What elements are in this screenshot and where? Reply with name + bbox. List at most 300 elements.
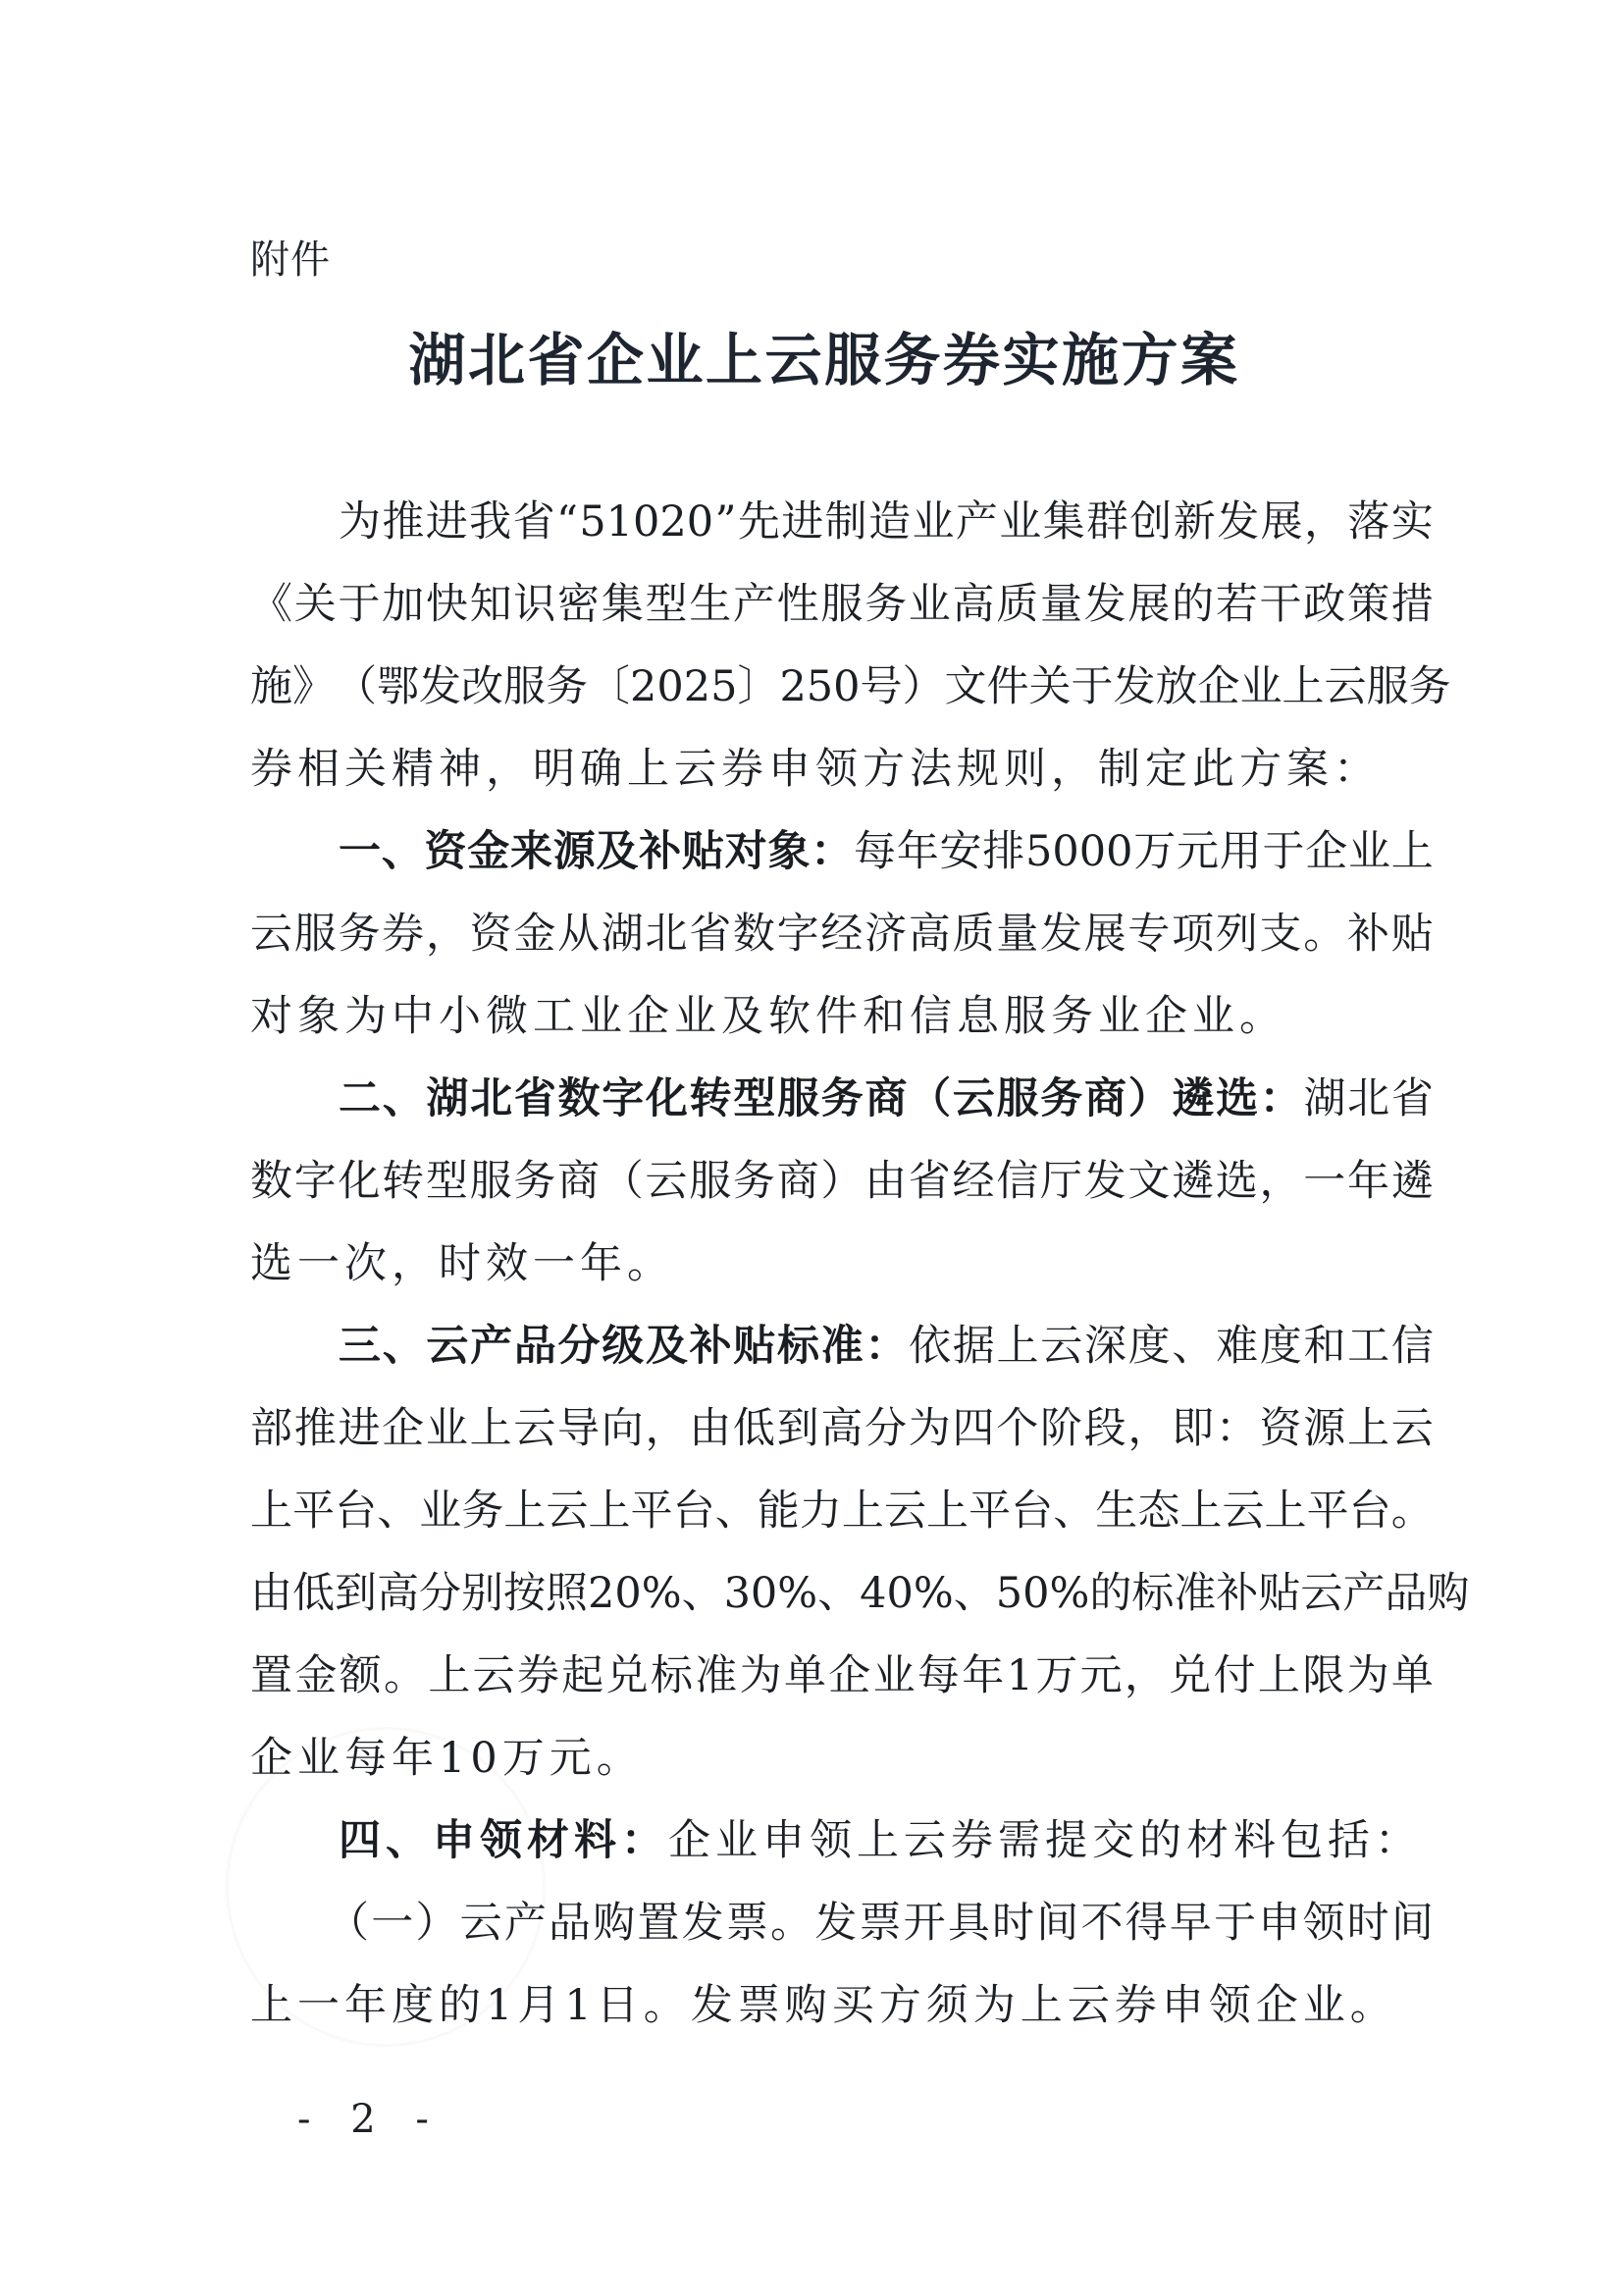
text-char: 业 [1302, 1981, 1350, 2030]
text-char: 方 [863, 745, 910, 794]
text-char: 云 [1390, 1404, 1434, 1453]
text-char: ： [1215, 1404, 1258, 1453]
text-char: 息 [957, 992, 1004, 1041]
text-char: ： [1334, 745, 1381, 794]
text-char: 云 [250, 910, 292, 959]
text-char: 服 [503, 662, 546, 711]
text-char: 上 [1179, 1487, 1223, 1536]
text-char: 云 [1222, 1487, 1265, 1536]
text-char: 于 [338, 580, 381, 629]
text-char: 的 [1172, 580, 1215, 629]
text-char: 干 [1259, 580, 1302, 629]
text-char: 云 [1324, 662, 1367, 711]
text-char: 金 [513, 910, 556, 959]
text-char: 效 [486, 1239, 533, 1288]
text-char: 上 [588, 1487, 631, 1536]
text-char: 标 [1131, 1569, 1175, 1618]
heading-char: 、 [382, 1322, 425, 1371]
text-char: 性 [776, 580, 819, 629]
text-char: 度 [1127, 1322, 1171, 1371]
text-char: 推 [293, 1404, 337, 1453]
text-char: 段 [1083, 1404, 1126, 1453]
text-char: （ [335, 662, 377, 711]
text-char: 云 [513, 1404, 556, 1453]
text-char: 券 [721, 745, 768, 794]
text-char: 上 [1020, 1981, 1068, 2030]
text-char: 态 [1137, 1487, 1180, 1536]
text-line [250, 975, 1434, 1058]
text-line [250, 646, 1451, 728]
heading-char: 及 [596, 827, 639, 876]
text-char: 选 [1215, 1157, 1258, 1206]
text-char: 度 [1259, 1322, 1302, 1371]
text-char: 型 [425, 1157, 468, 1206]
heading-char: 贴 [682, 827, 724, 876]
text-char: 企 [668, 1816, 715, 1865]
text-char: 30% [723, 1569, 818, 1618]
text-char: 年 [1346, 1157, 1389, 1206]
heading-char: 补 [689, 1322, 732, 1371]
text-char: 1 [486, 1981, 518, 2030]
text-char: 及 [721, 992, 768, 1041]
text-char: 策 [1346, 580, 1389, 629]
heading-char: 四 [339, 1816, 386, 1865]
heading-char: 申 [433, 1816, 480, 1865]
text-char: 号 [860, 662, 903, 711]
text-char: 由 [250, 1569, 292, 1618]
text-char: 放 [1155, 662, 1198, 711]
text-char: 信 [996, 1157, 1039, 1206]
text-char: 。 [1239, 992, 1286, 1041]
text-char: 神 [439, 745, 486, 794]
text-char: 由 [689, 1404, 732, 1453]
text-char: 定 [1145, 745, 1192, 794]
heading-char: 三 [339, 1322, 381, 1371]
text-char: 单 [1390, 1651, 1434, 1700]
text-char: ， [1303, 497, 1346, 547]
text-char: 造 [868, 497, 912, 547]
text-char: ： [1375, 1816, 1422, 1865]
heading-char: 料 [574, 1816, 621, 1865]
text-line [250, 481, 1434, 563]
heading-char: ： [864, 1322, 908, 1371]
text-char: 购 [784, 1981, 832, 2030]
text-char: 文 [944, 662, 987, 711]
text-char: 元 [1079, 1651, 1123, 1700]
text-char: 券 [1114, 1981, 1162, 2030]
text-char: （ [327, 1899, 369, 1948]
text-char: 申 [762, 1816, 810, 1865]
text-char: 时 [439, 1239, 486, 1288]
text-char: 台 [1348, 1487, 1391, 1536]
text-char: ， [486, 745, 533, 794]
text-char: 起 [561, 1651, 604, 1700]
text-char: 资 [469, 910, 512, 959]
text-char: 业 [1239, 662, 1283, 711]
text-char: 平 [1306, 1487, 1349, 1536]
text-char: 方 [1239, 745, 1286, 794]
text-char: 业 [1347, 827, 1390, 876]
heading-char: 资 [424, 827, 467, 876]
text-char: 日 [596, 1981, 644, 2030]
text-char: 云 [1300, 1569, 1343, 1618]
text-char: 数 [732, 910, 775, 959]
text-char: 置 [250, 1651, 292, 1700]
text-char: 为 [972, 1981, 1021, 2030]
text-char: 向 [601, 1404, 644, 1453]
text-char: 服 [1004, 992, 1051, 1041]
text-char: 度 [392, 1981, 439, 2030]
text-char: 2025 [630, 662, 738, 711]
text-char: 展 [1260, 497, 1303, 547]
text-char: 、 [817, 1569, 861, 1618]
text-char: 贴 [1390, 910, 1434, 959]
text-char: 1 [564, 1981, 597, 2030]
text-char: 兑 [605, 1651, 649, 1700]
text-char: 领 [1302, 1899, 1345, 1948]
text-char: 群 [1086, 497, 1129, 547]
text-char: 平 [969, 1487, 1012, 1536]
text-char: 万 [1133, 827, 1177, 876]
text-char: 品 [1385, 1569, 1428, 1618]
text-char: 50% [995, 1569, 1090, 1618]
text-char: 业 [908, 580, 951, 629]
text-char: 。 [770, 1899, 813, 1948]
text-char: 产 [732, 580, 775, 629]
text-char: 料 [1233, 1816, 1281, 1865]
text-char: 上 [250, 1981, 297, 2030]
text-char: 源 [1303, 1404, 1346, 1453]
text-char: 此 [1192, 745, 1239, 794]
text-char: 信 [1390, 1322, 1434, 1371]
text-char: 、 [953, 1569, 996, 1618]
text-char: 元 [1176, 827, 1219, 876]
text-char: 分 [864, 1404, 908, 1453]
text-char: 落 [1347, 497, 1390, 547]
text-char: 次 [344, 1239, 392, 1288]
heading-char: 产 [470, 1322, 513, 1371]
text-char: ， [1127, 1404, 1171, 1453]
text-char: 〔 [588, 662, 630, 711]
text-char: 高 [908, 910, 951, 959]
text-char: 进 [781, 497, 824, 547]
text-char: 务 [1408, 662, 1451, 711]
text-char: 51020 [579, 497, 714, 547]
text-char: 云 [1067, 1981, 1115, 2030]
text-char: 支 [1259, 910, 1302, 959]
text-char: 法 [910, 745, 957, 794]
text-char: 项 [1172, 910, 1215, 959]
text-char: 我 [469, 497, 512, 547]
text-char: 上 [1257, 1651, 1300, 1700]
text-char: 每 [344, 1734, 392, 1783]
text-char: 部 [250, 1404, 292, 1453]
text-char: 额 [339, 1651, 382, 1700]
text-char: 资 [1259, 1404, 1302, 1453]
text-char: 券 [382, 910, 425, 959]
text-char: ， [1259, 1157, 1302, 1206]
text-char: 选 [250, 1239, 297, 1288]
text-char: 务 [338, 910, 381, 959]
text-char: 补 [1346, 910, 1389, 959]
text-char: 案 [1286, 745, 1334, 794]
text-char: 服 [1366, 662, 1409, 711]
page-number: - 2 - [297, 2097, 443, 2142]
heading-char: 材 [527, 1816, 574, 1865]
text-char: 金 [294, 1651, 338, 1700]
text-char: 小 [439, 992, 486, 1041]
text-char: 〕 [737, 662, 780, 711]
text-char: 企 [1145, 992, 1192, 1041]
text-char: 的 [439, 1981, 486, 2030]
heading-char: 省 [513, 1074, 556, 1123]
text-char: 、 [1172, 1322, 1215, 1371]
text-char: 置 [637, 1899, 680, 1948]
text-char: 准 [1174, 1569, 1217, 1618]
text-char: 质 [952, 910, 995, 959]
text-char: 票 [725, 1899, 768, 1948]
text-char: 集 [1042, 497, 1085, 547]
text-char: 购 [593, 1899, 636, 1948]
text-line [250, 1552, 1470, 1635]
text-char: 贴 [1258, 1569, 1301, 1618]
heading-char: 贴 [733, 1322, 776, 1371]
text-char: 服 [469, 1157, 512, 1206]
text-char: 一 [1303, 1157, 1346, 1206]
text-char: 品 [549, 1899, 592, 1948]
heading-char: 化 [645, 1074, 688, 1123]
text-char: 业 [999, 497, 1042, 547]
text-char: ， [1124, 1651, 1167, 1700]
text-char: 上 [627, 745, 674, 794]
text-char: ， [645, 1404, 688, 1453]
text-char: 每 [854, 827, 896, 876]
text-char: 信 [910, 992, 957, 1041]
text-char: 的 [1139, 1816, 1186, 1865]
text-char: 产 [955, 497, 998, 547]
text-char: 于 [1214, 1899, 1257, 1948]
text-line [250, 1223, 1434, 1305]
text-char: 业 [419, 1487, 462, 1536]
text-char: 关 [1028, 662, 1072, 711]
heading-char: （ [909, 1074, 952, 1123]
text-char: 券 [250, 745, 297, 794]
text-char: 集 [601, 580, 644, 629]
text-char: 包 [1281, 1816, 1328, 1865]
text-char: 精 [392, 745, 439, 794]
text-char: 实 [1390, 497, 1434, 547]
text-char: 上 [996, 1322, 1039, 1371]
text-char: 鄂 [377, 662, 419, 711]
text-char: 高 [952, 580, 995, 629]
text-char: 标 [650, 1651, 693, 1700]
text-char: 上 [469, 1404, 512, 1453]
text-char: 务 [864, 580, 908, 629]
heading-char: 转 [689, 1074, 732, 1123]
text-char: 湖 [601, 910, 644, 959]
text-char: 业 [912, 497, 955, 547]
text-char: 厅 [1039, 1157, 1082, 1206]
text-char: ） [902, 662, 945, 711]
text-char: 省 [689, 910, 732, 959]
text-char: 年 [896, 827, 939, 876]
text-char: 省 [512, 497, 555, 547]
text-char: 企 [627, 992, 674, 1041]
text-char: 和 [1303, 1322, 1346, 1371]
text-char: 工 [533, 992, 580, 1041]
text-char: 上 [841, 1487, 884, 1536]
text-char: 。 [627, 1239, 674, 1288]
text-char: ） [820, 1157, 864, 1206]
text-char: 个 [996, 1404, 1039, 1453]
text-line [250, 1717, 1434, 1800]
text-char: 推 [382, 497, 425, 547]
text-char: 软 [768, 992, 815, 1041]
text-char: 济 [864, 910, 908, 959]
text-char: 台 [335, 1487, 378, 1536]
text-char: 务 [1051, 992, 1098, 1041]
text-char: 一 [297, 1981, 344, 2030]
text-char: 经 [820, 910, 864, 959]
heading-char: 领 [480, 1816, 527, 1865]
text-line [250, 1058, 1434, 1140]
text-char: 文 [1127, 1157, 1171, 1206]
text-char: 相 [297, 745, 344, 794]
text-char: 发 [1113, 662, 1156, 711]
heading-char: 级 [602, 1322, 645, 1371]
text-char: 业 [580, 992, 627, 1041]
text-char: 。 [1303, 910, 1346, 959]
text-line [250, 893, 1434, 975]
text-char: 遴 [1390, 1157, 1434, 1206]
text-char: 早 [1169, 1899, 1212, 1948]
text-char: 间 [1036, 1899, 1079, 1948]
text-char: ， [425, 910, 468, 959]
text-char: 方 [878, 1981, 926, 2030]
text-char: 业 [715, 1816, 762, 1865]
text-char: 规 [957, 745, 1004, 794]
text-char: 数 [250, 1157, 292, 1206]
text-char: 40% [860, 1569, 954, 1618]
text-char: 产 [1342, 1569, 1386, 1618]
text-char: 商 [557, 1157, 601, 1206]
text-char: 上 [926, 1487, 969, 1536]
text-char: （ [601, 1157, 644, 1206]
text-char: 发 [1039, 910, 1082, 959]
text-char: 云 [459, 1899, 502, 1948]
text-line [250, 1387, 1434, 1470]
text-char: 申 [768, 745, 815, 794]
text-char: 材 [1186, 1816, 1233, 1865]
text-char: 象 [297, 992, 344, 1041]
text-char: 上 [857, 1816, 904, 1865]
text-char: 改 [461, 662, 503, 711]
text-char: 即 [1172, 1404, 1215, 1453]
text-char: 上 [428, 1651, 471, 1700]
heading-char: 务 [820, 1074, 864, 1123]
text-char: 遴 [1172, 1157, 1215, 1206]
heading-char: 源 [552, 827, 596, 876]
heading-char: ： [621, 1816, 668, 1865]
heading-char: 北 [470, 1074, 513, 1123]
text-line [250, 1964, 1434, 2047]
text-char: 分 [419, 1569, 461, 1618]
text-char: 须 [925, 1981, 973, 2030]
text-char: 则 [1004, 745, 1051, 794]
text-char: 件 [986, 662, 1029, 711]
heading-char: ： [811, 827, 854, 876]
text-char: 兑 [1169, 1651, 1212, 1700]
text-char: 上 [1264, 1487, 1307, 1536]
text-char: 券 [951, 1816, 998, 1865]
text-char: 平 [630, 1487, 673, 1536]
text-line [250, 728, 1434, 810]
heading-char: 遴 [1172, 1074, 1215, 1123]
text-char: 商 [776, 1157, 819, 1206]
heading-char: 商 [864, 1074, 908, 1123]
text-char: 制 [1098, 745, 1145, 794]
text-line [250, 1470, 1434, 1552]
text-char: 明 [533, 745, 580, 794]
text-char: 限 [1302, 1651, 1345, 1700]
text-char: 台 [672, 1487, 715, 1536]
heading-char: 字 [602, 1074, 645, 1123]
text-char: 上 [1346, 1404, 1389, 1453]
text-char: 为 [344, 992, 392, 1041]
heading-char: 二 [339, 1074, 381, 1123]
text-char: 得 [1125, 1899, 1168, 1948]
text-char: 量 [1039, 580, 1082, 629]
heading-char: 金 [467, 827, 510, 876]
text-char: 、 [714, 1487, 758, 1536]
text-char: 平 [292, 1487, 336, 1536]
text-char: 企 [1197, 662, 1240, 711]
heading-char: 准 [820, 1322, 864, 1371]
heading-char: 、 [381, 827, 424, 876]
text-char: 用 [1219, 827, 1262, 876]
text-line [250, 810, 1434, 893]
text-char: 月 [517, 1981, 565, 2030]
text-char: 年 [344, 1981, 392, 2030]
text-char: 由 [864, 1157, 908, 1206]
text-char: 时 [992, 1899, 1035, 1948]
text-char: 为 [739, 1651, 782, 1700]
text-char: 云 [645, 1157, 688, 1206]
text-char: 。 [643, 1981, 691, 2030]
text-char: 上 [250, 1487, 292, 1536]
text-char: 企 [828, 1651, 871, 1700]
text-char: 中 [392, 992, 439, 1041]
text-char: 别 [461, 1569, 503, 1618]
text-char: 微 [486, 992, 533, 1041]
text-char: 一 [533, 1239, 580, 1288]
text-char: 制 [824, 497, 867, 547]
heading-char: 一 [339, 827, 381, 876]
text-char: 按 [503, 1569, 546, 1618]
text-char: 湖 [1303, 1074, 1346, 1123]
heading-char: 云 [426, 1322, 469, 1371]
text-char: 到 [776, 1404, 819, 1453]
heading-char: 型 [733, 1074, 776, 1123]
heading-char: 分 [557, 1322, 601, 1371]
text-char: 阶 [1039, 1404, 1082, 1453]
heading-char: 数 [557, 1074, 601, 1123]
text-char: 云 [674, 745, 721, 794]
text-char: 具 [947, 1899, 990, 1948]
text-char: 万 [1035, 1651, 1078, 1700]
text-char: 列 [1215, 910, 1258, 959]
heading-char: 、 [382, 1074, 425, 1123]
